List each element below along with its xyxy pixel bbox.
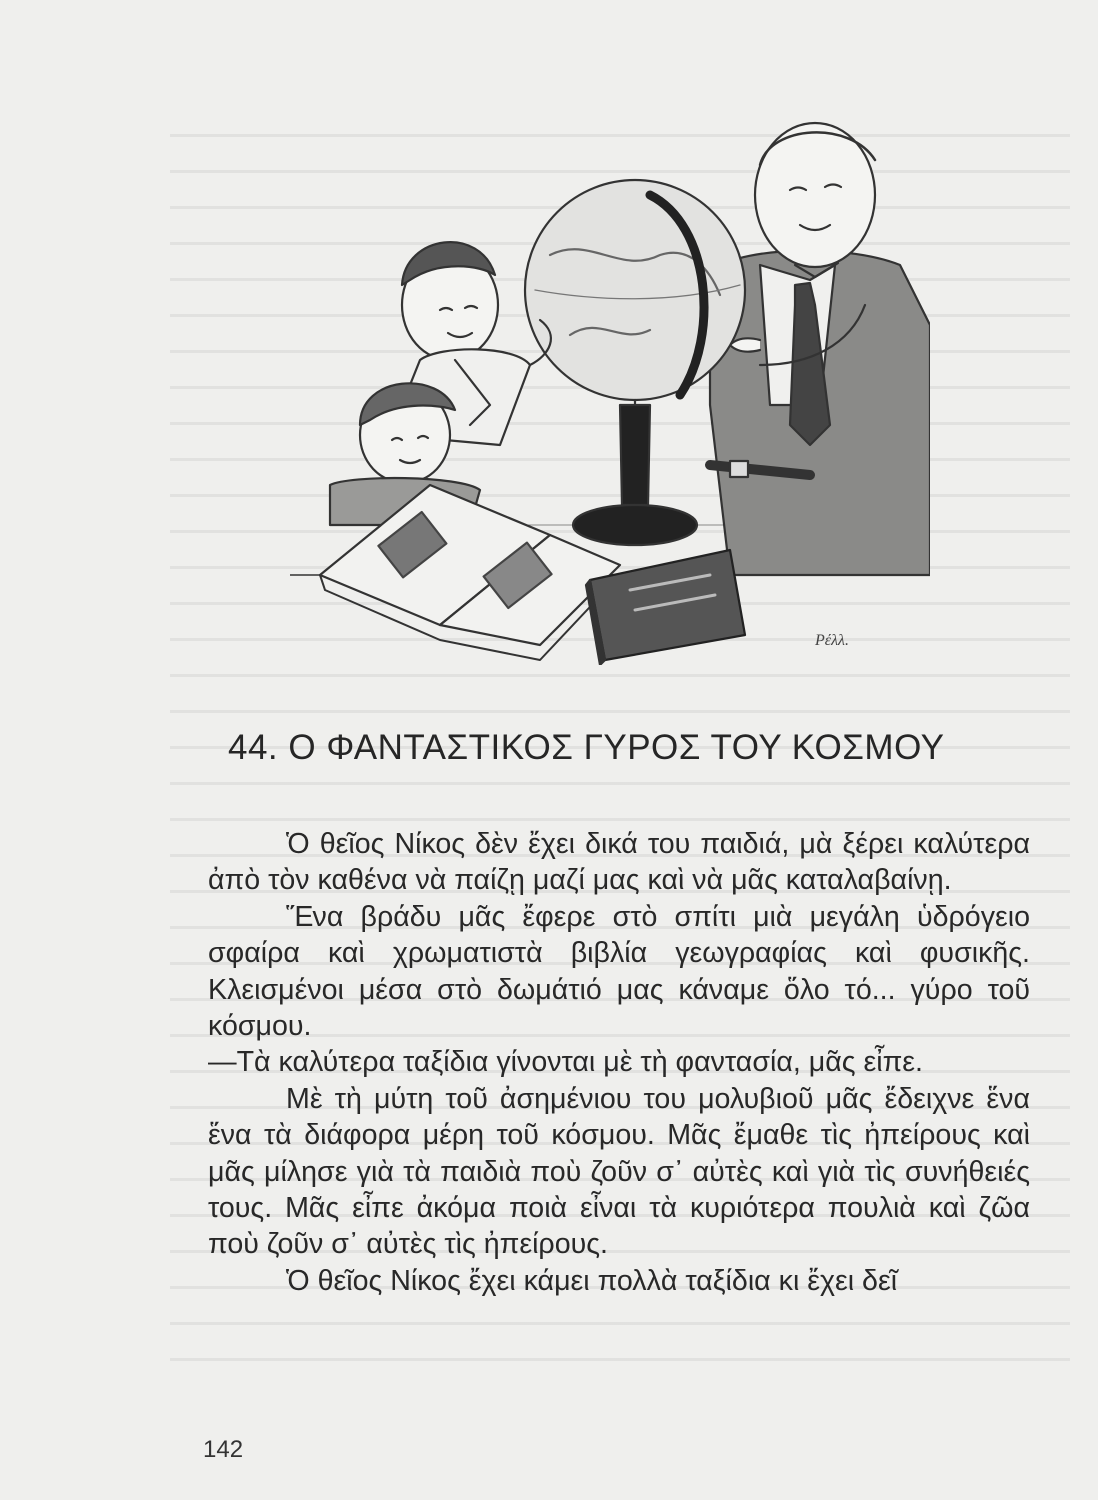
paragraph: Ὁ θεῖος Νίκος δὲν ἔχει δικά του παιδιά, μὰ ξέρει καλύτερα ἀπὸ τὸν καθένα νὰ παίζῃ μαζί μας καὶ νὰ μᾶς καταλαβαίνῃ.: [208, 828, 1030, 897]
artist-signature: Ρέλλ.: [815, 632, 849, 649]
lesson-title: 44. Ο ΦΑΝΤΑΣΤΙΚΟΣ ΓΥΡΟΣ ΤΟΥ ΚΟΣΜΟΥ: [228, 728, 945, 767]
page-number: 142: [203, 1436, 244, 1463]
lesson-body: [208, 826, 1030, 1299]
globe-illustration-icon: [290, 105, 930, 665]
paragraph: Μὲ τὴ μύτη τοῦ ἀσημένιου του μολυβιοῦ μᾶς ἔδειχνε ἕνα ἕνα τὰ διάφορα μέρη τοῦ κόσμου. Μᾶς ἔμαθε τὶς ἠπείρους καὶ μᾶς μίλησε γιὰ τὰ παιδιὰ ποὺ ζοῦν σ᾽ αὐτὲς καὶ γιὰ τὶς συνήθειές τους. Μᾶς εἶπε ἀκόμα ποιὰ εἶναι τὰ κυριότερα πουλιὰ καὶ ζῶα ποὺ ζοῦν σ᾽ αὐτὲς τὶς ἠπείρους.: [208, 1082, 1030, 1261]
paragraph: Ὁ θεῖος Νίκος ἔχει κάμει πολλὰ ταξίδια κι ἔχει δεῖ: [286, 1264, 898, 1297]
illustration: [290, 105, 930, 665]
dialogue-paragraph: —Τὰ καλύτερα ταξίδια γίνονται μὲ τὴ φαντασία, μᾶς εἶπε.: [208, 1046, 923, 1079]
paragraph: Ἕνα βράδυ μᾶς ἔφερε στὸ σπίτι μιὰ μεγάλη ὑδρόγειο σφαίρα καὶ χρωματιστὰ βιβλία γεωγραφίας καὶ φυσικῆς. Κλεισμένοι μέσα στὸ δωμάτιό μας κάναμε ὅλο τό... γύρο τοῦ κόσμου.: [208, 900, 1030, 1043]
